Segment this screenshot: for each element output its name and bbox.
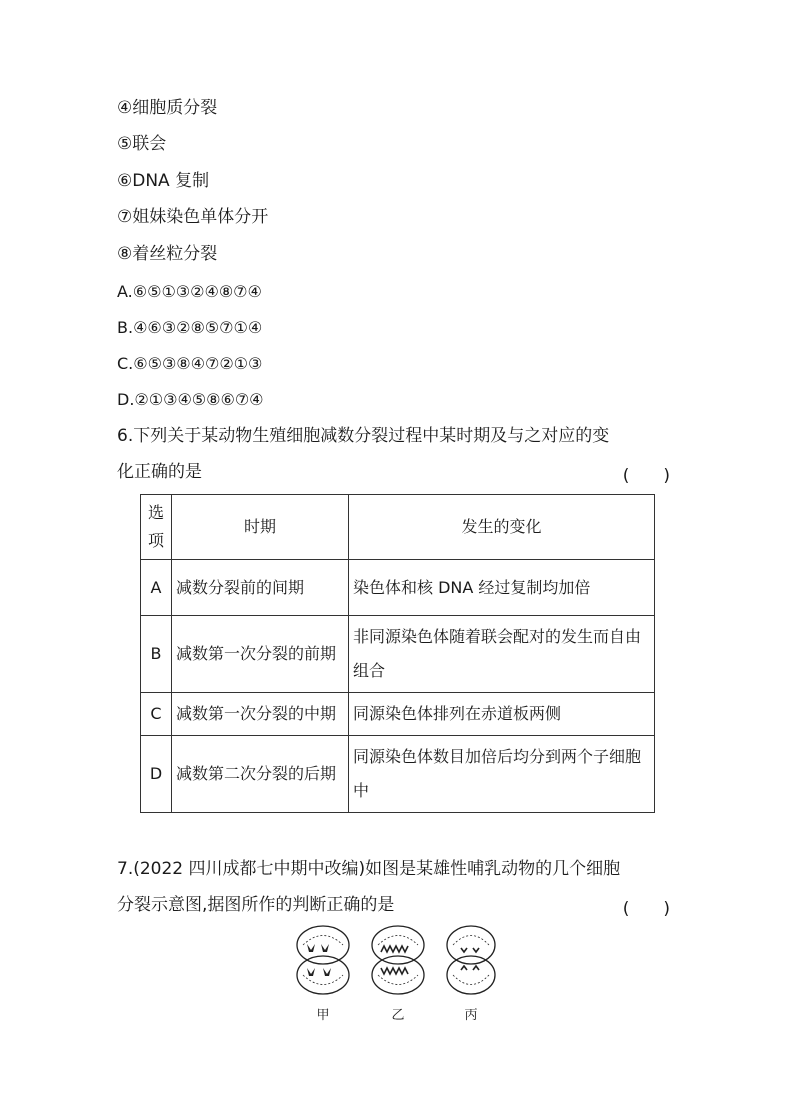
q7-stem-line1: 7.(2022 四川成都七中期中改编)如图是某雄性哺乳动物的几个细胞 <box>117 859 621 879</box>
row-option: C <box>141 693 172 736</box>
row-option: B <box>141 616 172 693</box>
table-row <box>141 616 655 693</box>
row-change: 同源染色体数目加倍后均分到两个子细胞中 <box>349 736 655 813</box>
item-4: ④细胞质分裂 <box>117 98 218 118</box>
row-period: 减数第二次分裂的后期 <box>172 736 349 813</box>
header-period: 时期 <box>172 495 349 560</box>
q6-answer-paren[interactable]: ( ) <box>622 466 670 486</box>
table-row <box>141 560 655 616</box>
cell-label-bing: 丙 <box>464 1008 478 1023</box>
q6-table <box>140 494 655 813</box>
row-period: 减数第一次分裂的前期 <box>172 616 349 693</box>
row-change: 染色体和核 DNA 经过复制均加倍 <box>349 560 655 616</box>
option-c[interactable]: C.⑥⑤③⑧④⑦②①③ <box>117 354 263 373</box>
cell-label-jia: 甲 <box>316 1008 330 1023</box>
item-5: ⑤联会 <box>117 134 167 154</box>
cell-bing <box>447 926 495 994</box>
q6-stem-line1: 6.下列关于某动物生殖细胞减数分裂过程中某时期及与之对应的变 <box>117 426 610 446</box>
header-change: 发生的变化 <box>349 495 655 560</box>
row-period: 减数第一次分裂的中期 <box>172 693 349 736</box>
q7-answer-paren[interactable]: ( ) <box>622 899 670 919</box>
row-period: 减数分裂前的间期 <box>172 560 349 616</box>
item-8: ⑧着丝粒分裂 <box>117 244 218 264</box>
row-change: 同源染色体排列在赤道板两侧 <box>349 693 655 736</box>
cell-division-figure <box>293 924 503 1024</box>
cell-label-yi: 乙 <box>391 1008 405 1023</box>
q7-stem-line2: 分裂示意图,据图所作的判断正确的是 <box>117 895 395 915</box>
item-6: ⑥DNA 复制 <box>117 171 210 191</box>
header-option-line2: 项 <box>147 531 164 550</box>
table-row <box>141 693 655 736</box>
row-change: 非同源染色体随着联会配对的发生而自由组合 <box>349 616 655 693</box>
q6-stem-line2: 化正确的是 <box>117 462 202 482</box>
cell-jia <box>297 926 349 994</box>
option-b[interactable]: B.④⑥③②⑧⑤⑦①④ <box>117 318 263 337</box>
cell-yi <box>372 926 424 994</box>
row-option: D <box>141 736 172 813</box>
header-option <box>141 495 172 560</box>
row-option: A <box>141 560 172 616</box>
table-header-row <box>141 495 655 560</box>
item-7: ⑦姐妹染色单体分开 <box>117 207 269 227</box>
option-d[interactable]: D.②①③④⑤⑧⑥⑦④ <box>117 390 264 409</box>
header-option-line1: 选 <box>147 503 164 522</box>
table-row <box>141 736 655 813</box>
option-a[interactable]: A.⑥⑤①③②④⑧⑦④ <box>117 282 262 301</box>
cell-division-diagrams <box>293 924 503 1004</box>
